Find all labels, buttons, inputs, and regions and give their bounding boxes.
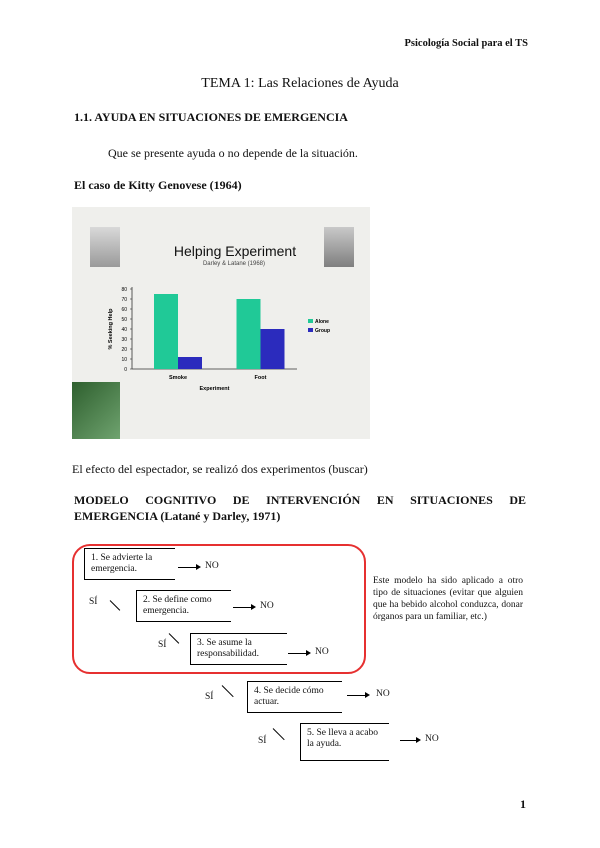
page-title: TEMA 1: Las Relaciones de Ayuda [201,76,399,91]
y-tick-label: 80 [121,287,127,293]
step-4-no: NO [376,689,390,699]
step-4-box [247,681,342,713]
step-3-no: NO [315,647,329,657]
step-5-arrow [400,740,416,741]
section-heading: 1.1. AYUDA EN SITUACIONES DE EMERGENCIA [74,110,348,124]
figure-caption: El efecto del espectador, se realizó dos experimentos (buscar) [72,462,368,476]
step-2-si: SÍ [89,597,98,607]
chart-figure [72,207,370,439]
page-header: Psicología Social para el TS [404,38,528,49]
step-5-si: SÍ [258,736,267,746]
legend-swatch-group [308,328,313,332]
diagonal-arrow-icon [273,728,285,740]
step-3-si: SÍ [158,640,167,650]
bar-alone-foot [237,299,261,369]
y-tick-label: 20 [121,347,127,353]
x-tick-label: Smoke [168,375,188,381]
intro-text: Que se presente ayuda o no depende de la situación. [108,146,358,160]
y-tick-label: 40 [121,327,127,333]
y-tick-label: 60 [121,307,127,313]
bar-alone-smoke [154,294,178,369]
x-tick-label: Foot [254,375,267,381]
arrowhead-icon [416,737,421,743]
side-note: Este modelo ha sido aplicado a otro tipo de situaciones (evitar que alguien que ha bebido alcohol conduzca, donar órganos para un familiar, etc.) [373,576,523,622]
arrowhead-icon [196,564,201,570]
chart-title: Helping Experiment [173,243,297,259]
y-axis-label: % Seeking Help [108,308,114,350]
bar-chart [72,207,370,439]
step-3-arrow [288,653,306,654]
step-1-box [84,548,175,580]
step-2-text: 2. Se define como emergencia. [143,595,212,616]
y-tick-label: 70 [121,297,127,303]
y-tick-label: 30 [121,337,127,343]
y-tick-label: 0 [124,367,127,373]
legend-swatch-alone [308,319,313,323]
step-4-arrow [347,695,365,696]
legend-label-group: Group [315,328,330,334]
step-1-no: NO [205,561,219,571]
y-tick-label: 10 [121,357,127,363]
step-5-text: 5. Se lleva a acabo la ayuda. [307,728,378,749]
arrowhead-icon [251,604,256,610]
diagonal-arrow-icon [222,685,234,697]
step-2-box [136,590,231,622]
step-5-no: NO [425,734,439,744]
step-2-arrow [233,607,251,608]
step-3-box [190,633,287,665]
step-5-box [300,723,389,761]
step-3-text: 3. Se asume la responsabilidad. [197,638,260,659]
chart-subtitle: Darley & Latane (1968) [202,261,266,267]
step-1-arrow [178,567,196,568]
page-number: 1 [520,797,526,811]
x-axis-label: Experiment [199,386,230,392]
step-1-text: 1. Se advierte la emergencia. [91,553,153,574]
legend-label-alone: Alone [315,319,329,325]
arrowhead-icon [365,692,370,698]
bar-group-foot [261,329,285,369]
step-4-text: 4. Se decide cómo actuar. [254,686,324,707]
step-4-si: SÍ [205,692,214,702]
bar-group-smoke [178,357,202,369]
arrowhead-icon [306,650,311,656]
step-2-no: NO [260,601,274,611]
y-tick-label: 50 [121,317,127,323]
model-heading: MODELO COGNITIVO DE INTERVENCIÓN EN SITUACIONES DE EMERGENCIA (Latané y Darley, 1971) [74,493,526,523]
case-heading: El caso de Kitty Genovese (1964) [74,178,242,192]
